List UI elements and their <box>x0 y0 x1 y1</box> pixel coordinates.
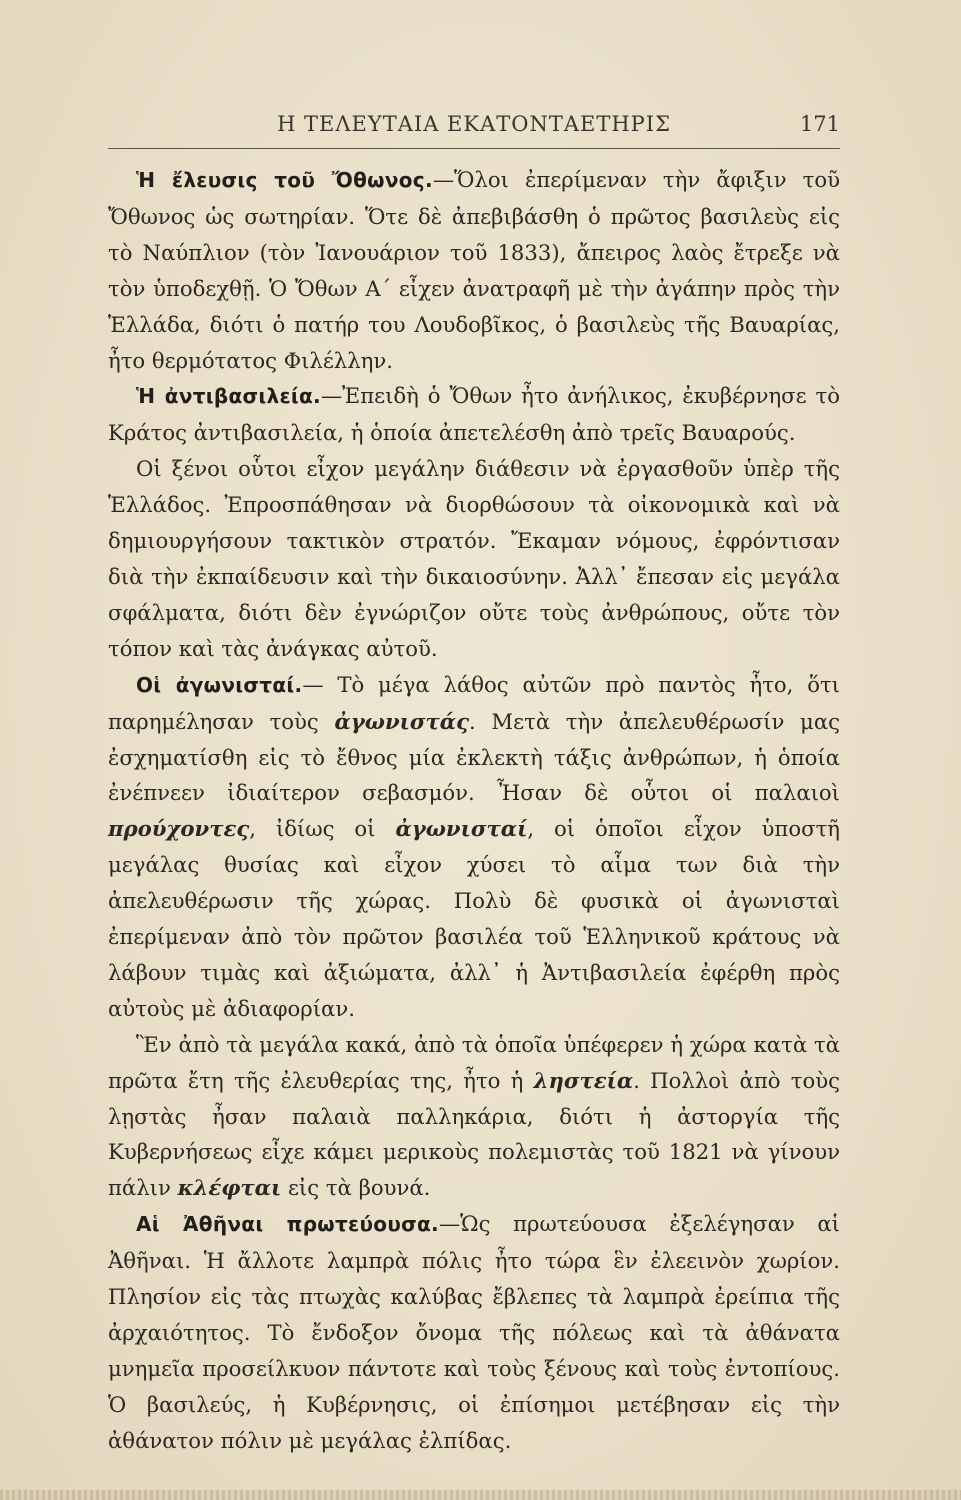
paragraph-brigandage <box>108 1027 840 1207</box>
section-heading-athens-capital: Αἱ Ἀθῆναι πρωτεύουσα. <box>136 1212 439 1237</box>
paragraph-text: , οἱ ὁποῖοι εἶχον ὑποστῆ μεγάλας θυσίας καὶ εἶχον χύσει τὸ αἷμα των διὰ τὴν ἀπελευθέρωσιν τῆς χώρας. Πολὺ δὲ φυσικὰ οἱ ἀγωνισταὶ ἐπερίμεναν ἀπὸ τὸν πρῶτον βασιλέα τοῦ Ἑλληνικοῦ κράτους νὰ λάβουν τιμὰς καὶ ἀξιώματα, ἀλλ᾽ ἡ Ἀντιβασιλεία ἐφέρθη πρὸς αὐτοὺς μὲ ἀδιαφορίαν. <box>108 816 840 1021</box>
emphasis-fighters-2: ἀγωνισταί <box>395 816 528 842</box>
paragraph-text: Ὅλοι ἐπερίμεναν τὴν ἄφιξιν τοῦ Ὄθωνος ὡς σωτηρίαν. Ὅτε δὲ ἀπεβιβάσθη ὁ πρῶτος βασιλεὺς εἰς τὸ Ναύπλιον (τὸν Ἰανουάριον τοῦ 1833), ἄπειρος λαὸς ἔτρεξε νὰ τὸν ὑποδεχθῇ. Ὁ Ὄθων Α΄ εἶχεν ἀνατραφῆ μὲ τὴν ἀγάπην πρὸς τὴν Ἑλλάδα, διότι ὁ πατήρ του Λουδοβῖκος, ὁ βασιλεὺς τῆς Βαυαρίας, ἦτο θερμότατος Φιλέλλην. <box>108 167 840 373</box>
header-rule <box>108 148 840 149</box>
paragraph-arrival-of-otto <box>108 162 840 378</box>
emphasis-klephts: κλέφται <box>177 1175 282 1201</box>
paragraph-fighters <box>108 667 840 1027</box>
emphasis-notables: προύχοντες <box>108 816 250 842</box>
paragraph-text: Ἓν ἀπὸ τὰ μεγάλα κακά, ἀπὸ τὰ ὁποῖα ὑπέφερεν ἡ χώρα κατὰ τὰ πρῶτα ἔτη τῆς ἐλευθερίας της, ἦτο ἡ <box>108 1031 840 1093</box>
running-title: Η ΤΕΛΕΥΤΑΙΑ ΕΚΑΤΟΝΤΑΕΤΗΡΙΣ <box>277 112 671 136</box>
page-body <box>108 162 840 1459</box>
page-header <box>108 112 840 146</box>
page-bottom-edge <box>0 1490 961 1500</box>
paragraph-regency <box>108 378 840 451</box>
paragraph-text: Ἐπειδὴ ὁ Ὄθων ἦτο ἀνήλικος, ἐκυβέρνησε τὸ Κράτος ἀντιβασιλεία, ἡ ὁποία ἀπετελέσθη ἀπὸ τρεῖς Βαυαρούς. <box>108 383 840 446</box>
emphasis-brigandage: ληστεία <box>533 1067 634 1093</box>
paragraph-text: , ἰδίως οἱ <box>249 816 376 842</box>
paragraph-text: Ὡς πρωτεύουσα ἐξελέγησαν αἱ Ἀθῆναι. Ἡ ἄλλοτε λαμπρὰ πόλις ἦτο τώρα ἓν ἐλεεινὸν χωρίον. Πλησίον εἰς τὰς πτωχὰς καλύβας ἔβλεπες τὰ λαμπρὰ ἐρείπια τῆς ἀρχαιότητος. Τὸ ἔνδοξον ὄνομα τῆς πόλεως καὶ τὰ ἀθάνατα μνημεῖα προσείλκυον πάντοτε καὶ τοὺς ξένους καὶ τοὺς ἐντοπίους. Ὁ βασιλεύς, ἡ Κυβέρνησις, οἱ ἐπίσημοι μετέβησαν εἰς τὴν ἀθάνατον πόλιν μὲ μεγάλας ἐλπίδας. <box>108 1211 840 1453</box>
section-heading-regency: Ἡ ἀντιβασιλεία. <box>136 384 321 409</box>
heading-dash: — <box>432 167 455 192</box>
paragraph-athens-capital <box>108 1206 840 1458</box>
paragraph-foreigners: Οἱ ξένοι οὗτοι εἶχον μεγάλην διάθεσιν νὰ ἐργασθοῦν ὑπὲρ τῆς Ἑλλάδος. Ἐπροσπάθησαν νὰ διορθώσουν τὰ οἰκονομικὰ καὶ νὰ δημιουργήσουν τακτικὸν στρατόν. Ἔκαμαν νόμους, ἐφρόντισαν διὰ τὴν ἐκπαίδευσιν καὶ τὴν δικαιοσύνην. Ἀλλ᾽ ἔπεσαν εἰς μεγάλα σφάλματα, διότι δὲν ἐγνώριζον οὔτε τοὺς ἀνθρώπους, οὔτε τὸν τόπον καὶ τὰς ἀνάγκας αὐτοῦ. <box>108 456 840 661</box>
paragraph-text: . Μετὰ τὴν ἀπελευθέρωσίν μας ἐσχηματίσθη εἰς τὸ ἔθνος μία ἐκλεκτὴ τάξις ἀνθρώπων, ἡ ὁποία ἐνέπνεεν ἰδιαίτερον σεβασμόν. Ἦσαν δὲ οὗτοι οἱ παλαιοὶ <box>108 708 840 806</box>
paragraph-text: εἰς τὰ βουνά. <box>281 1175 431 1201</box>
heading-dash: — <box>320 383 343 409</box>
paragraph-text: . Πολλοὶ ἀπὸ τοὺς λῃστὰς ἦσαν παλαιὰ παλληκάρια, διότι ἡ ἀστοργία τῆς Κυβερνήσεως εἶχε κάμει μερικοὺς πολεμιστὰς τοῦ 1821 νὰ γίνουν πάλιν <box>108 1067 840 1201</box>
emphasis-fighters: ἀγωνιστάς <box>334 708 470 734</box>
page-number: 171 <box>799 112 840 136</box>
heading-dash: — <box>302 671 324 697</box>
section-heading-arrival-of-otto: Ἡ ἔλευσις τοῦ Ὄθωνος. <box>136 168 433 192</box>
heading-dash: — <box>438 1211 461 1237</box>
paragraph-text: Τὸ μέγα λάθος αὐτῶν πρὸ παντὸς ἦτο, ὅτι παρημέλησαν τοὺς <box>108 671 840 734</box>
section-heading-fighters: Οἱ ἀγωνισταί. <box>136 672 303 697</box>
